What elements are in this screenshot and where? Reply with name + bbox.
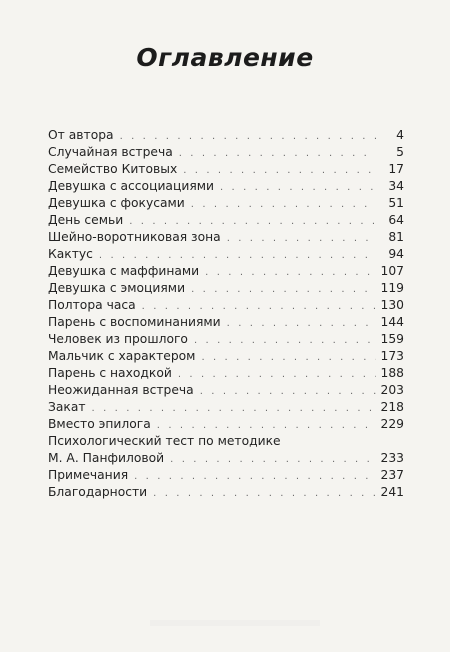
toc-entry-title: Парень с находкой <box>48 366 172 380</box>
leader-dots <box>92 400 376 417</box>
toc-entry <box>48 195 404 212</box>
toc-entry-title: Вместо эпилога <box>48 417 151 431</box>
leader-dots <box>191 196 376 213</box>
toc-entry-title: Мальчик с характером <box>48 349 196 363</box>
toc-entry-title: Девушка с маффинами <box>48 264 200 278</box>
toc-entry <box>48 314 404 331</box>
leader-dots <box>183 162 376 179</box>
toc-entry-title: Примечания <box>48 468 129 482</box>
toc-entry-title: Парень с воспоминаниями <box>48 315 221 329</box>
toc-entry-title: Девушка с ассоциациями <box>48 179 214 193</box>
leader-dots <box>170 451 376 468</box>
table-of-contents <box>48 127 404 501</box>
toc-entry <box>48 450 404 467</box>
toc-entry <box>48 467 404 484</box>
page-bleed-shadow <box>150 620 320 626</box>
toc-entry <box>48 178 404 195</box>
leader-dots <box>227 230 376 247</box>
toc-entry <box>48 297 404 314</box>
toc-entry-title: От автора <box>48 128 114 142</box>
toc-entry-page: 218 <box>380 400 404 414</box>
toc-entry <box>48 331 404 348</box>
toc-entry-title: Семейство Китовых <box>48 162 178 176</box>
toc-entry-title: День семьи <box>48 213 124 227</box>
toc-entry <box>48 246 404 263</box>
leader-dots <box>227 315 376 332</box>
leader-dots <box>191 281 376 298</box>
toc-entry-title: Неожиданная встреча <box>48 383 194 397</box>
toc-entry <box>48 229 404 246</box>
page-title: Оглавление <box>136 43 314 72</box>
toc-entry-page: 94 <box>388 247 404 261</box>
leader-dots <box>178 366 376 383</box>
leader-dots <box>129 213 376 230</box>
toc-entry-title: Шейно-воротниковая зона <box>48 230 221 244</box>
toc-entry-title: Закат <box>48 400 86 414</box>
toc-entry-page: 159 <box>380 332 404 346</box>
toc-entry-title: Человек из прошлого <box>48 332 188 346</box>
leader-dots <box>201 349 376 366</box>
toc-entry-page: 107 <box>380 264 404 278</box>
toc-entry <box>48 382 404 399</box>
toc-entry-page: 17 <box>388 162 404 176</box>
toc-entry-title: М. А. Панфиловой <box>48 451 165 465</box>
toc-entry <box>48 416 404 433</box>
toc-entry-title: Кактус <box>48 247 93 261</box>
toc-entry-page: 237 <box>380 468 404 482</box>
leader-dots <box>153 485 376 502</box>
leader-dots <box>120 128 376 145</box>
toc-entry <box>48 280 404 297</box>
toc-entry-title: Девушка с фокусами <box>48 196 185 210</box>
leader-dots <box>142 298 376 315</box>
toc-entry <box>48 144 404 161</box>
toc-entry-page: 5 <box>396 145 404 159</box>
toc-entry <box>48 212 404 229</box>
toc-entry-page: 34 <box>388 179 404 193</box>
toc-entry <box>48 399 404 416</box>
toc-entry-page: 203 <box>380 383 404 397</box>
toc-entry <box>48 484 404 501</box>
toc-entry <box>48 127 404 144</box>
toc-entry-title: Полтора часа <box>48 298 136 312</box>
leader-dots <box>220 179 376 196</box>
leader-dots <box>200 383 376 400</box>
leader-dots <box>194 332 376 349</box>
leader-dots <box>179 145 376 162</box>
toc-entry <box>48 365 404 382</box>
toc-entry-page: 173 <box>380 349 404 363</box>
leader-dots <box>99 247 376 264</box>
toc-entry-page: 81 <box>388 230 404 244</box>
toc-entry-title: Благодарности <box>48 485 148 499</box>
leader-dots <box>205 264 376 281</box>
toc-entry-page: 4 <box>396 128 404 142</box>
toc-entry-title: Девушка с эмоциями <box>48 281 186 295</box>
toc-entry-page: 241 <box>380 485 404 499</box>
toc-entry <box>48 263 404 280</box>
toc-entry-page: 51 <box>388 196 404 210</box>
toc-entry-page: 64 <box>388 213 404 227</box>
leader-dots <box>134 468 376 485</box>
toc-entry-page: 119 <box>380 281 404 295</box>
leader-dots <box>157 417 376 434</box>
toc-entry-page: 130 <box>380 298 404 312</box>
toc-entry-page: 188 <box>380 366 404 380</box>
toc-entry-page: 229 <box>380 417 404 431</box>
toc-entry-page: 233 <box>380 451 404 465</box>
toc-entry-title: Случайная встреча <box>48 145 173 159</box>
toc-entry <box>48 348 404 365</box>
toc-entry-page: 144 <box>380 315 404 329</box>
toc-entry <box>48 161 404 178</box>
toc-entry-title-first-line: Психологический тест по методике <box>48 434 281 448</box>
